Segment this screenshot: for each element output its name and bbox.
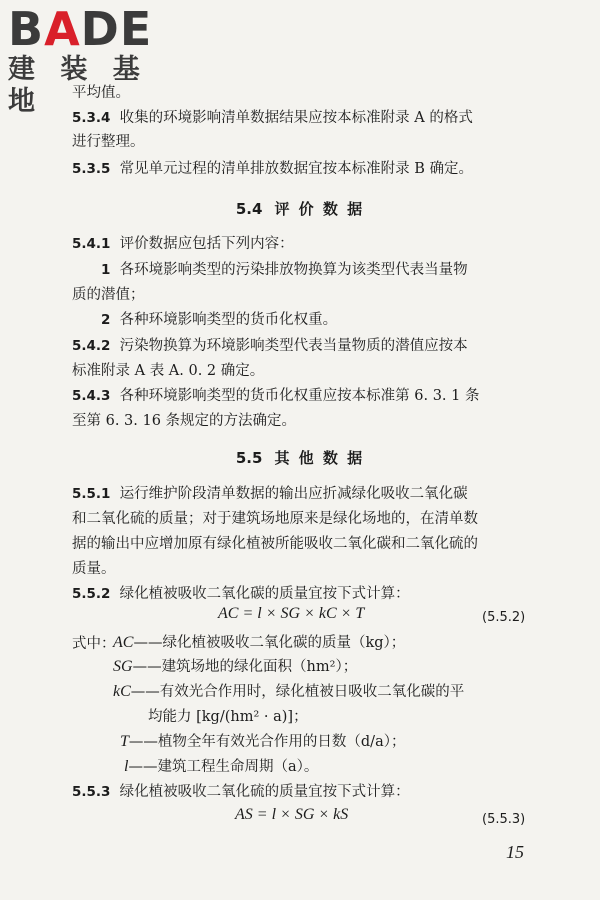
clause-5-3-5 <box>72 159 473 179</box>
definition-text: ——植物全年有效光合作用的日数（d/a）； <box>128 734 406 750</box>
symbol: AC <box>113 634 134 651</box>
list-item-2 <box>101 310 337 330</box>
clause-5-4-2-cont: 标准附录 A 表 A. 0. 2 确定。 <box>72 363 265 379</box>
section-heading-5-4 <box>0 198 600 219</box>
heading-number: 5.4 <box>235 200 263 218</box>
clause-number: 5.3.5 <box>72 161 111 177</box>
clause-number: 5.4.2 <box>72 338 111 354</box>
definition-kc <box>113 682 464 702</box>
list-item-1-cont: 质的潜值； <box>72 287 145 303</box>
clause-5-5-1-line3: 据的输出中应增加原有绿化植被所能吸收二氧化碳和二氧化硫的 <box>72 536 478 552</box>
definition-text: ——建筑场地的绿化面积（hm²）； <box>132 659 358 675</box>
clause-5-5-1 <box>72 484 468 504</box>
top-fragment: 平均值。 <box>72 85 130 101</box>
equation-5-5-2: AC = l × SG × kC × T <box>218 605 365 622</box>
item-number: 2 <box>101 312 111 328</box>
definition-t <box>120 732 405 752</box>
clause-number: 5.5.3 <box>72 784 111 800</box>
section-heading-5-5 <box>0 447 600 468</box>
clause-5-4-3 <box>72 386 480 406</box>
clause-text: 绿化植被吸收二氧化碳的质量宜按下式计算： <box>119 586 410 602</box>
symbol: kC <box>113 683 131 700</box>
item-text: 各种环境影响类型的货币化权重。 <box>119 312 338 328</box>
clause-text: 收集的环境影响清单数据结果应按本标准附录 A 的格式 <box>119 110 473 126</box>
equation-number: (5.5.3) <box>482 812 526 827</box>
heading-title: 其 他 数 据 <box>274 449 365 467</box>
symbol: T <box>120 733 129 750</box>
clause-5-5-2 <box>72 584 410 604</box>
definition-ac <box>113 633 405 653</box>
definition-l <box>124 757 318 777</box>
where-label: 式中： <box>72 636 116 652</box>
clause-5-4-2 <box>72 336 468 356</box>
definition-text: ——有效光合作用时，绿化植被日吸收二氧化碳的平 <box>130 684 465 700</box>
symbol: l <box>124 758 129 775</box>
clause-text: 各种环境影响类型的货币化权重应按本标准第 6. 3. 1 条 <box>119 388 480 404</box>
clause-5-4-3-cont: 至第 6. 3. 16 条规定的方法确定。 <box>72 413 297 429</box>
equation-5-5-3: AS = l × SG × kS <box>235 806 349 823</box>
clause-number: 5.5.1 <box>72 486 111 502</box>
clause-text: 评价数据应包括下列内容： <box>119 236 294 252</box>
item-number: 1 <box>101 262 111 278</box>
clause-5-5-3 <box>72 782 410 802</box>
logo-letter-a: A <box>44 2 81 56</box>
definition-text: ——绿化植被吸收二氧化碳的质量（kg）； <box>133 635 406 651</box>
clause-text: 污染物换算为环境影响类型代表当量物质的潜值应按本 <box>119 338 468 354</box>
clause-5-3-4-cont: 进行整理。 <box>72 134 145 150</box>
clause-text: 常见单元过程的清单排放数据宜按本标准附录 B 确定。 <box>119 161 474 177</box>
logo-wordmark <box>8 2 178 56</box>
clause-number: 5.5.2 <box>72 586 111 602</box>
page-number: 15 <box>506 842 524 862</box>
definition-sg <box>113 657 357 677</box>
clause-number: 5.4.3 <box>72 388 111 404</box>
clause-5-5-1-line4: 质量。 <box>72 561 116 577</box>
logo-letters-de: DE <box>80 2 153 56</box>
clause-5-4-1 <box>72 234 294 254</box>
clause-text: 运行维护阶段清单数据的输出应折减绿化吸收二氧化碳 <box>119 486 468 502</box>
clause-5-5-1-line2: 和二氧化硫的质量；对于建筑场地原来是绿化场地的，在清单数 <box>72 511 478 527</box>
clause-number: 5.3.4 <box>72 110 111 126</box>
symbol: SG <box>113 658 133 675</box>
equation-number: (5.5.2) <box>482 610 526 625</box>
heading-title: 评 价 数 据 <box>274 200 365 218</box>
clause-text: 绿化植被吸收二氧化硫的质量宜按下式计算： <box>119 784 410 800</box>
definition-kc-cont: 均能力 [kg/(hm² · a)]； <box>148 709 308 725</box>
list-item-1 <box>101 260 468 280</box>
heading-number: 5.5 <box>235 449 263 467</box>
logo-subtitle: 建 装 基 地 <box>8 54 148 117</box>
definition-text: ——建筑工程生命周期（a）。 <box>128 759 319 775</box>
clause-number: 5.4.1 <box>72 236 111 252</box>
item-text: 各环境影响类型的污染排放物换算为该类型代表当量物 <box>119 262 468 278</box>
logo-letter-b: B <box>8 2 45 56</box>
clause-5-3-4 <box>72 108 473 128</box>
